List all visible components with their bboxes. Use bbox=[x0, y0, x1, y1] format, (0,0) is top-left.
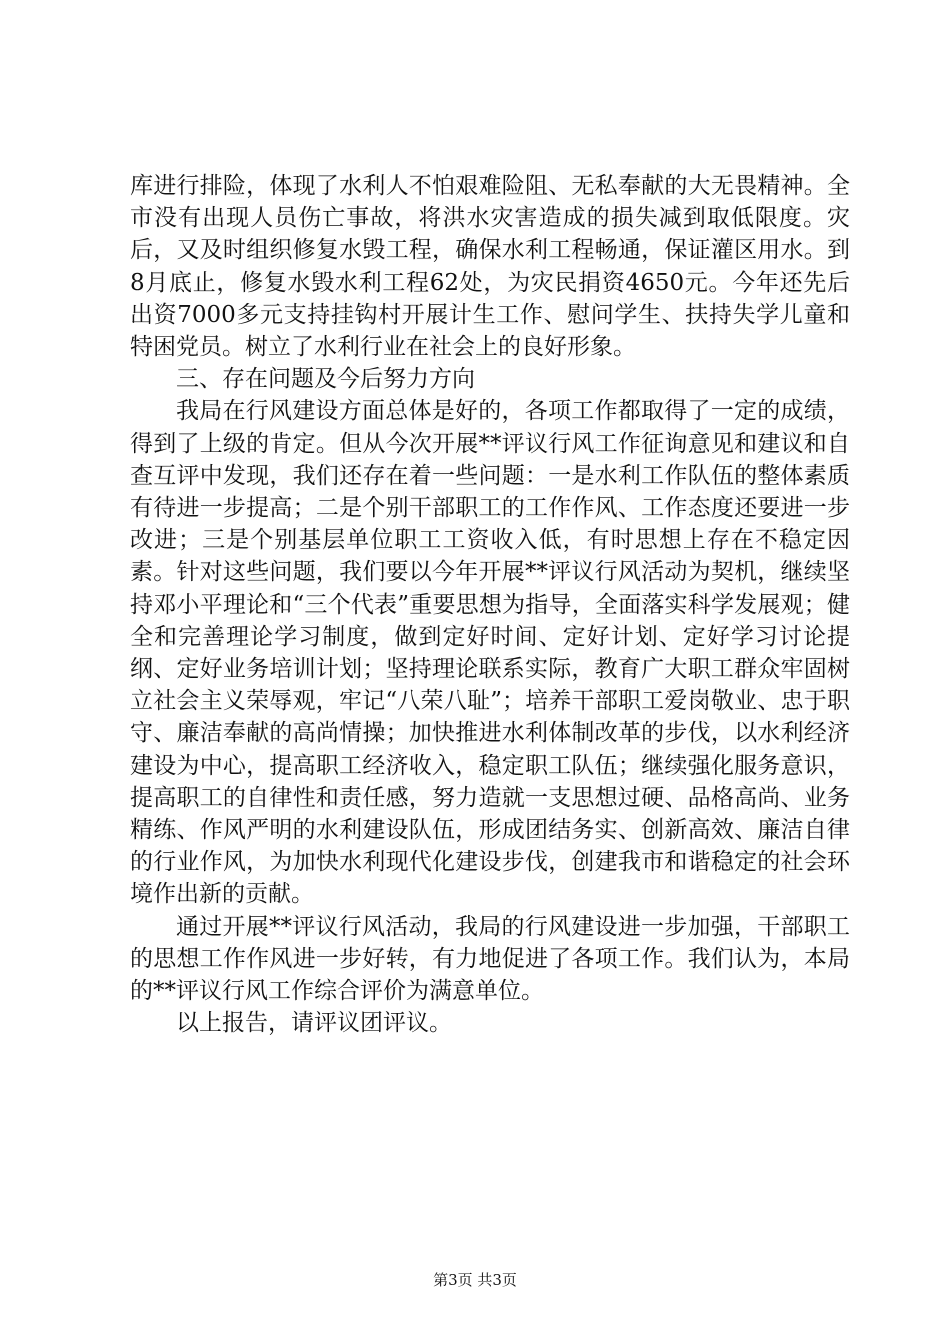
paragraph-flood-relief: 库进行排险，体现了水利人不怕艰难险阻、无私奉献的大无畏精神。全市没有出现人员伤亡事故，将洪水灾害造成的损失减到取低限度。灾后，又及时组织修复水毁工程，确保水利工程畅通，保证灌区用水。到8月底止，修复水毁水利工程62处，为灾民捐资4650元。今年还先后出资7000多元支持挂钩村开展计生工作、慰问学生、扶持失学儿童和特困党员。树立了水利行业在社会上的良好形象。 bbox=[130, 173, 850, 361]
paragraph-closing: 以上报告，请评议团评议。 bbox=[176, 1010, 452, 1037]
document-body bbox=[130, 170, 850, 1039]
page-footer: 第3页 共3页 bbox=[433, 1271, 517, 1289]
paragraph-conclusion: 通过开展**评议行风活动，我局的行风建设进一步加强，干部职工的思想工作作风进一步好转，有力地促进了各项工作。我们认为，本局的**评议行风工作综合评价为满意单位。 bbox=[130, 913, 850, 1005]
paragraph-problems-direction: 我局在行风建设方面总体是好的，各项工作都取得了一定的成绩，得到了上级的肯定。但从今次开展**评议行风工作征询意见和建议和自查互评中发现，我们还存在着一些问题：一是水利工作队伍的整体素质有待进一步提高；二是个别干部职工的工作作风、工作态度还要进一步改进；三是个别基层单位职工工资收入低，有时思想上存在不稳定因素。针对这些问题，我们要以今年开展**评议行风活动为契机，继续坚持邓小平理论和“三个代表”重要思想为指导，全面落实科学发展观；健全和完善理论学习制度，做到定好时间、定好计划、定好学习讨论提纲、定好业务培训计划；坚持理论联系实际，教育广大职工群众牢固树立社会主义荣辱观，牢记“八荣八耻”；培养干部职工爱岗敬业、忠于职守、廉洁奉献的高尚情操；加快推进水利体制改革的步伐，以水利经济建设为中心，提高职工经济收入，稳定职工队伍；继续强化服务意识，提高职工的自律性和责任感，努力造就一支思想过硬、品格高尚、业务精练、作风严明的水利建设队伍，形成团结务实、创新高效、廉洁自律的行业作风，为加快水利现代化建设步伐，创建我市和谐稳定的社会环境作出新的贡献。 bbox=[130, 398, 850, 908]
section-heading-problems: 三、存在问题及今后努力方向 bbox=[176, 366, 475, 393]
